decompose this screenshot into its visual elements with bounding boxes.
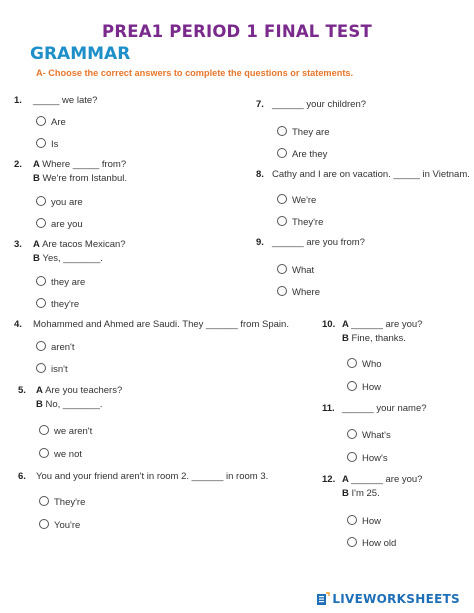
radio-button-icon[interactable] [277, 286, 287, 296]
answer-option-label: Are they [292, 149, 328, 160]
answer-option[interactable] [36, 138, 58, 151]
answer-option-label: they're [51, 299, 80, 310]
answer-option-label: aren't [51, 342, 75, 353]
question-text: B Fine, thanks. [342, 333, 406, 344]
instruction-text: A- Choose the correct answers to complete the questions or statements. [36, 68, 354, 78]
radio-button-icon[interactable] [347, 515, 357, 525]
radio-button-icon[interactable] [36, 276, 46, 286]
radio-button-icon[interactable] [347, 452, 357, 462]
answer-option-label: isn't [51, 364, 68, 375]
liveworksheets-logo-icon [316, 592, 330, 606]
answer-option-label: How [362, 382, 382, 393]
answer-option[interactable] [36, 196, 83, 209]
radio-button-icon[interactable] [39, 425, 49, 435]
answer-option-label: What [292, 265, 315, 276]
question-number: 11. [322, 403, 335, 414]
radio-button-icon[interactable] [347, 381, 357, 391]
answer-option[interactable] [39, 496, 85, 509]
answer-option[interactable] [277, 126, 330, 139]
section-heading: GRAMMAR [30, 44, 131, 64]
answer-option-label: What's [362, 430, 391, 441]
radio-button-icon[interactable] [277, 264, 287, 274]
radio-button-icon[interactable] [36, 116, 46, 126]
question-text: A Where _____ from? [33, 159, 127, 170]
answer-option-label: Where [292, 287, 320, 298]
answer-option-label: They're [292, 217, 324, 228]
answer-option[interactable] [36, 276, 85, 289]
answer-option-label: How's [362, 453, 388, 464]
answer-option[interactable] [347, 358, 382, 371]
answer-option-label: you are [51, 197, 83, 208]
answer-option-label: You're [54, 520, 81, 531]
answer-option[interactable] [277, 286, 320, 299]
question-number: 10. [322, 319, 336, 330]
question-text: A ______ are you? [342, 319, 423, 330]
answer-option-label: Who [362, 359, 382, 370]
footer-brand [316, 591, 460, 607]
question-text: B We're from Istanbul. [33, 173, 128, 184]
answer-option[interactable] [347, 381, 381, 394]
radio-button-icon[interactable] [347, 429, 357, 439]
question-text: B Yes, _______. [33, 253, 103, 264]
radio-button-icon[interactable] [36, 218, 46, 228]
question-number: 6. [18, 471, 26, 482]
brand-name: LIVEWORKSHEETS [332, 592, 460, 606]
radio-button-icon[interactable] [39, 448, 49, 458]
question-number: 1. [14, 95, 22, 106]
question-text: Cathy and I are on vacation. _____ in Vietnam. [272, 169, 470, 180]
radio-button-icon[interactable] [277, 126, 287, 136]
answer-option[interactable] [277, 194, 316, 207]
radio-button-icon[interactable] [347, 358, 357, 368]
question-text: ______ your children? [272, 99, 367, 110]
question-number: 4. [14, 319, 22, 330]
answer-option[interactable] [36, 341, 74, 354]
question-number: 2. [14, 159, 22, 170]
answer-option-label: we aren't [54, 426, 93, 437]
answer-option-label: They're [54, 497, 86, 508]
answer-option[interactable] [36, 116, 66, 129]
question-text: Mohammed and Ahmed are Saudi. They ______ from Spain. [33, 319, 289, 330]
answer-option[interactable] [277, 216, 323, 229]
answer-option-label: they are [51, 277, 86, 288]
question-number: 7. [256, 99, 264, 110]
answer-option-label: How [362, 516, 382, 527]
answer-option[interactable] [347, 537, 396, 550]
radio-button-icon[interactable] [347, 537, 357, 547]
question-text: You and your friend aren't in room 2. ______ in room 3. [36, 471, 269, 482]
answer-option-label: we not [54, 449, 82, 460]
answer-option-label: Is [51, 139, 59, 150]
answer-option[interactable] [36, 298, 79, 311]
question-text: ______ are you from? [272, 237, 365, 248]
answer-option[interactable] [36, 218, 83, 231]
answer-option-label: How old [362, 538, 397, 549]
radio-button-icon[interactable] [39, 496, 49, 506]
answer-option-label: Are [51, 117, 66, 128]
radio-button-icon[interactable] [36, 363, 46, 373]
answer-option[interactable] [347, 429, 391, 442]
radio-button-icon[interactable] [36, 196, 46, 206]
answer-option[interactable] [277, 148, 327, 161]
radio-button-icon[interactable] [277, 148, 287, 158]
answer-option[interactable] [39, 519, 80, 532]
radio-button-icon[interactable] [39, 519, 49, 529]
answer-option-label: They are [292, 127, 330, 138]
answer-option[interactable] [36, 363, 68, 376]
question-text: B I'm 25. [342, 488, 380, 499]
answer-option[interactable] [347, 452, 388, 465]
answer-option[interactable] [347, 515, 381, 528]
answer-option[interactable] [39, 448, 82, 461]
answer-option-label: are you [51, 219, 83, 230]
radio-button-icon[interactable] [36, 341, 46, 351]
answer-option[interactable] [39, 425, 92, 438]
question-number: 9. [256, 237, 264, 248]
radio-button-icon[interactable] [277, 216, 287, 226]
answer-option[interactable] [277, 264, 314, 277]
question-text: B No, _______. [36, 399, 103, 410]
question-text: ______ your name? [342, 403, 427, 414]
question-text: A ______ are you? [342, 474, 423, 485]
question-text: _____ we late? [33, 95, 98, 106]
page-title: PREA1 PERIOD 1 FINAL TEST [102, 22, 372, 41]
radio-button-icon[interactable] [277, 194, 287, 204]
question-number: 5. [18, 385, 26, 396]
radio-button-icon[interactable] [36, 298, 46, 308]
question-number: 8. [256, 169, 264, 180]
question-text: A Are you teachers? [36, 385, 123, 396]
radio-button-icon[interactable] [36, 138, 46, 148]
question-number: 12. [322, 474, 336, 485]
question-number: 3. [14, 239, 22, 250]
answer-option-label: We're [292, 195, 317, 206]
question-text: A Are tacos Mexican? [33, 239, 126, 250]
